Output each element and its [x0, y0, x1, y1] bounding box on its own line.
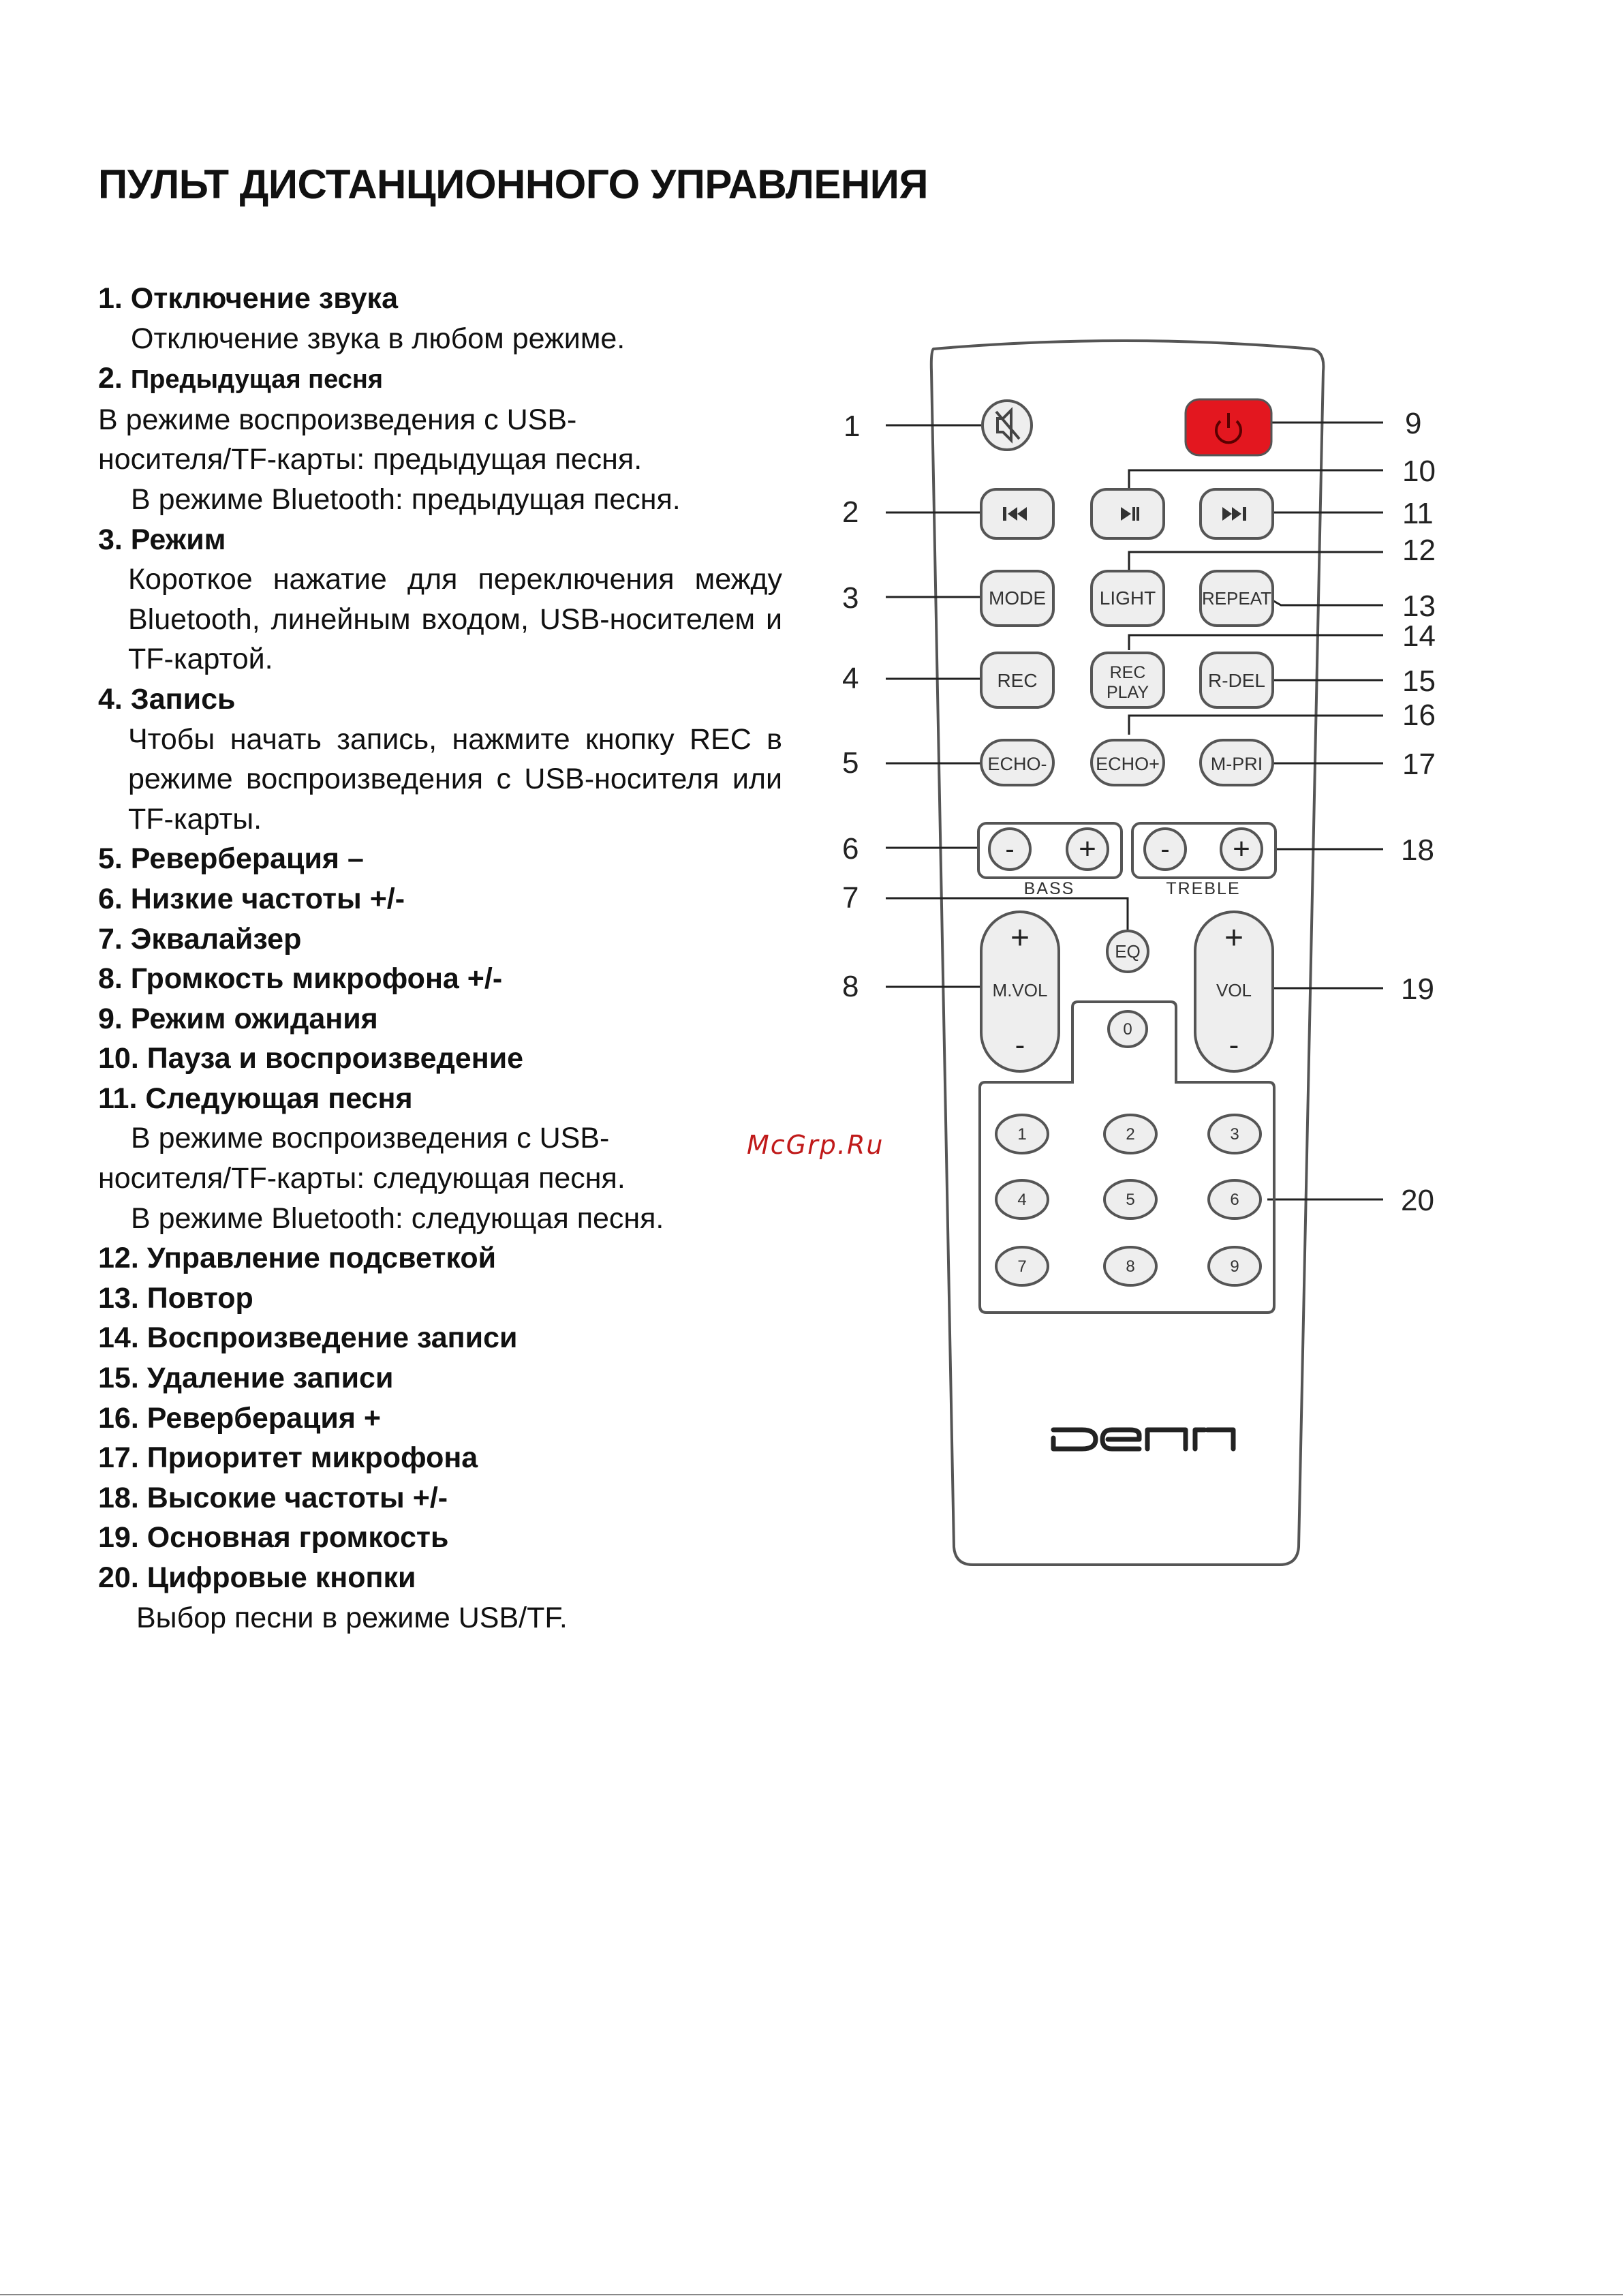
callout-12: 12 [1402, 534, 1436, 567]
digit-6-button[interactable] [1209, 1180, 1261, 1219]
digit-2-label: 2 [1126, 1125, 1135, 1144]
callout-2: 2 [842, 495, 859, 529]
page-bottom-line [0, 2294, 1623, 2295]
light-button[interactable] [1092, 571, 1164, 626]
treble-plus-label: + [1233, 832, 1250, 866]
play-pause-button[interactable] [1092, 489, 1164, 538]
mute-button[interactable] [983, 401, 1032, 450]
rec-play-label-1: REC [1109, 663, 1146, 682]
treble-label: TREBLE [1166, 879, 1241, 898]
bass-minus-button[interactable] [989, 829, 1030, 870]
bass-plus-button[interactable] [1067, 829, 1108, 870]
item-17-title: 17. Приоритет микрофона [98, 1441, 478, 1475]
mpri-button[interactable] [1201, 740, 1273, 785]
treble-plus-button[interactable] [1221, 829, 1262, 870]
digit-2-button[interactable] [1104, 1115, 1156, 1153]
callout-13: 13 [1402, 590, 1436, 623]
item-13-title: 13. Повтор [98, 1281, 253, 1315]
digit-5-button[interactable] [1104, 1180, 1156, 1219]
repeat-label: REPEAT [1201, 588, 1272, 609]
rdel-label: R-DEL [1207, 670, 1266, 691]
item-4-title: 4. Запись [98, 682, 236, 716]
digit-1-button[interactable] [996, 1115, 1048, 1153]
item-2-desc-3: В режиме Bluetooth: предыдущая песня. [131, 483, 681, 516]
rec-button[interactable] [981, 653, 1053, 707]
eq-label: EQ [1115, 941, 1141, 962]
item-18-title: 18. Высокие частоты +/- [98, 1481, 448, 1514]
callout-11: 11 [1402, 497, 1434, 530]
digit-7-button[interactable] [996, 1247, 1048, 1285]
mpri-label: M-PRI [1210, 754, 1263, 774]
item-19-title: 19. Основная громкость [98, 1521, 449, 1555]
callout-5: 5 [842, 746, 859, 780]
digit-6-label: 6 [1230, 1191, 1239, 1209]
echo-minus-button[interactable] [981, 740, 1053, 785]
treble-minus-button[interactable] [1145, 829, 1186, 870]
callout-14: 14 [1402, 619, 1436, 653]
bass-plus-label: + [1079, 832, 1096, 866]
callout-4: 4 [842, 662, 859, 695]
item-14-title: 14. Воспроизведение записи [98, 1321, 518, 1355]
bass-label: BASS [1023, 879, 1075, 898]
item-16-title: 16. Реверберация + [98, 1401, 381, 1435]
callout-10: 10 [1402, 455, 1436, 488]
item-11-desc-2: носителя/TF-карты: следующая песня. [98, 1162, 625, 1195]
item-2-number: 2. [98, 362, 123, 395]
item-11-desc-3: В режиме Bluetooth: следующая песня. [131, 1201, 664, 1235]
echo-minus-label: ECHO- [987, 754, 1047, 774]
page-title: ПУЛЬТ ДИСТАНЦИОННОГО УПРАВЛЕНИЯ [98, 162, 928, 207]
rec-play-label-2: PLAY [1106, 683, 1149, 702]
item-6-title: 6. Низкие частоты +/- [98, 882, 405, 915]
callout-8: 8 [842, 970, 859, 1003]
digit-3-button[interactable] [1209, 1115, 1261, 1153]
digit-8-button[interactable] [1104, 1247, 1156, 1285]
item-5-title: 5. Реверберация – [98, 842, 364, 876]
digit-7-label: 7 [1017, 1257, 1027, 1276]
callout-3: 3 [842, 581, 859, 615]
item-4-desc: Чтобы начать запись, нажмите кнопку REC в режиме воспроизведения с USB-носителя или TF-карты. [128, 722, 782, 836]
rdel-button[interactable] [1201, 653, 1273, 707]
callout-16: 16 [1402, 699, 1436, 732]
callout-7: 7 [842, 881, 859, 915]
item-1-desc: Отключение звука в любом режиме. [131, 322, 625, 355]
mode-label: MODE [989, 587, 1046, 609]
item-3-desc: Короткое нажатие для переключения между Bluetooth, линейным входом, USB-носителем и TF-картой. [128, 563, 782, 676]
digit-4-button[interactable] [996, 1180, 1048, 1219]
vol-label: VOL [1216, 980, 1252, 1000]
digit-9-button[interactable] [1209, 1247, 1261, 1285]
watermark: McGrp.Ru [747, 1130, 884, 1160]
item-3-title: 3. Режим [98, 523, 226, 556]
callout-18: 18 [1401, 833, 1434, 867]
bass-minus-label: - [1005, 834, 1015, 864]
digit-3-label: 3 [1230, 1125, 1239, 1144]
item-8-title: 8. Громкость микрофона +/- [98, 962, 503, 996]
mvol-minus-label: - [1015, 1028, 1025, 1062]
eq-button[interactable] [1107, 931, 1148, 972]
item-9-title: 9. Режим ожидания [98, 1002, 378, 1035]
item-2-desc-2: носителя/TF-карты: предыдущая песня. [98, 443, 643, 476]
rec-play-button[interactable] [1092, 653, 1164, 707]
light-label: LIGHT [1099, 587, 1156, 609]
item-1-title: 1. Отключение звука [98, 282, 398, 315]
callout-9: 9 [1405, 407, 1422, 440]
digit-5-label: 5 [1126, 1191, 1135, 1209]
power-button[interactable] [1186, 399, 1271, 455]
mvol-label: M.VOL [992, 980, 1048, 1000]
digit-9-label: 9 [1230, 1257, 1239, 1276]
item-2-title [98, 358, 782, 400]
digit-0-button[interactable] [1109, 1011, 1147, 1047]
remote-diagram [811, 320, 1492, 1595]
callout-19: 19 [1401, 973, 1434, 1006]
digit-4-label: 4 [1017, 1191, 1027, 1209]
item-2-desc-1: В режиме воспроизведения с USB- [98, 403, 577, 436]
digit-8-label: 8 [1126, 1257, 1135, 1276]
vol-minus-label: - [1228, 1028, 1239, 1062]
item-11-title: 11. Следующая песня [98, 1082, 413, 1115]
volume-rocker[interactable] [1195, 912, 1273, 1071]
callout-1: 1 [844, 410, 861, 443]
vol-plus-label: + [1224, 920, 1244, 956]
next-button[interactable] [1201, 489, 1273, 538]
mode-button[interactable] [981, 571, 1053, 626]
repeat-button[interactable] [1201, 571, 1273, 626]
rec-label: REC [997, 670, 1038, 691]
echo-plus-button[interactable] [1092, 740, 1164, 785]
brand-logo [1053, 1430, 1233, 1449]
item-15-title: 15. Удаление записи [98, 1362, 394, 1395]
item-10-title: 10. Пауза и воспроизведение [98, 1042, 524, 1075]
echo-plus-label: ECHO+ [1096, 754, 1160, 774]
callout-15: 15 [1402, 664, 1436, 698]
callout-6: 6 [842, 832, 859, 866]
item-20-title: 20. Цифровые кнопки [98, 1561, 416, 1594]
mic-volume-rocker[interactable] [981, 912, 1059, 1071]
callout-17: 17 [1402, 748, 1436, 781]
item-7-title: 7. Эквалайзер [98, 922, 302, 955]
digit-1-label: 1 [1017, 1125, 1027, 1144]
item-12-title: 12. Управление подсветкой [98, 1242, 497, 1275]
treble-minus-label: - [1160, 834, 1170, 864]
item-11-desc-1: В режиме воспроизведения с USB- [131, 1122, 610, 1155]
prev-button[interactable] [981, 489, 1053, 538]
item-2-name: Предыдущая песня [130, 365, 384, 395]
digit-0-label: 0 [1123, 1020, 1132, 1039]
mvol-plus-label: + [1010, 920, 1030, 956]
item-20-desc: Выбор песни в режиме USB/TF. [136, 1601, 568, 1634]
function-list [98, 279, 782, 1638]
callout-20: 20 [1401, 1184, 1434, 1217]
